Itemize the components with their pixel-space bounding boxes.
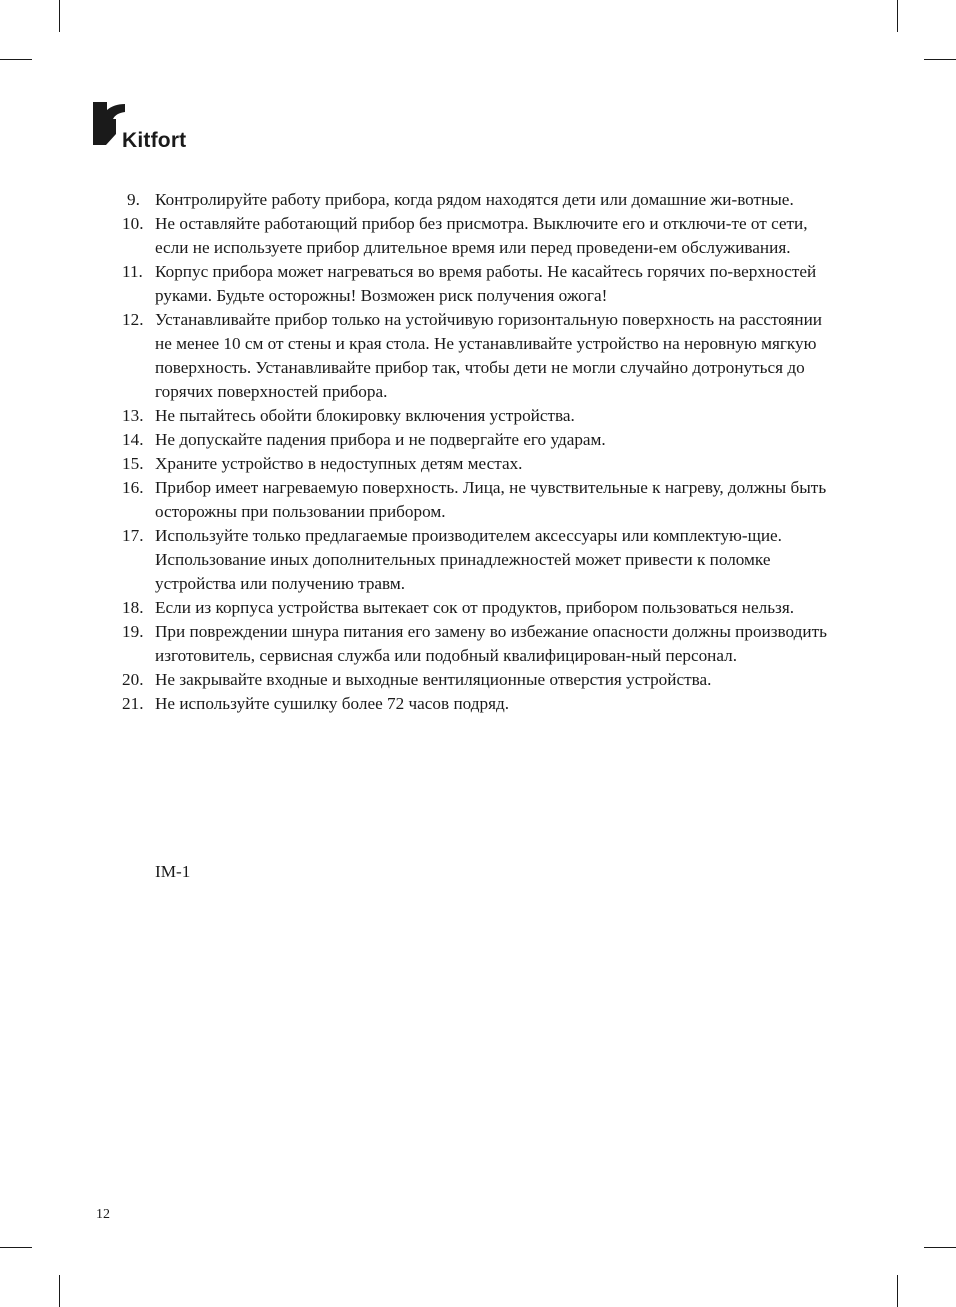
list-item-number: 10. xyxy=(122,214,144,233)
list-item-text: Корпус прибора может нагреваться во время работы. Не касайтесь горячих по-верхностей руками. Будьте осторожны! Возможен риск получения ожога! xyxy=(155,262,817,305)
crop-mark-top-left xyxy=(59,0,60,32)
brand-name: Kitfort xyxy=(122,129,187,152)
list-item-text: Не закрывайте входные и выходные вентиляционные отверстия устройства. xyxy=(155,670,712,689)
list-item-text: Храните устройство в недоступных детям местах. xyxy=(155,454,523,473)
list-item-text: Контролируйте работу прибора, когда рядом находятся дети или домашние жи-вотные. xyxy=(155,190,794,209)
list-item-text: Не допускайте падения прибора и не подвергайте его ударам. xyxy=(155,430,606,449)
list-item-number: 19. xyxy=(122,622,144,641)
list-item xyxy=(122,212,842,260)
list-item-number: 17. xyxy=(122,526,144,545)
list-item-number: 11. xyxy=(122,262,143,281)
list-item xyxy=(122,668,842,692)
list-item xyxy=(122,692,842,716)
crop-mark-top-left-h xyxy=(0,59,32,60)
list-item-text: Если из корпуса устройства вытекает сок от продуктов, прибором пользоваться нельзя. xyxy=(155,598,795,617)
list-item-number: 20. xyxy=(122,670,144,689)
list-item-text: Не оставляйте работающий прибор без присмотра. Выключите его и отключи-те от сети, если не используете прибор длительное время или перед проведени-ем обслуживания. xyxy=(155,214,808,257)
list-item-number: 9. xyxy=(127,190,140,209)
list-item xyxy=(122,188,842,212)
list-item-number: 16. xyxy=(122,478,144,497)
list-item-text: При повреждении шнура питания его замену во избежание опасности должны производить изготовитель, сервисная служба или подобный квалифицирован-ный персонал. xyxy=(155,622,827,665)
list-item-text: Не пытайтесь обойти блокировку включения устройства. xyxy=(155,406,575,425)
list-item-number: 15. xyxy=(122,454,144,473)
list-item xyxy=(122,452,842,476)
crop-mark-bottom-right xyxy=(897,1275,898,1307)
list-item-number: 12. xyxy=(122,310,144,329)
list-item xyxy=(122,524,842,596)
list-item-text: Устанавливайте прибор только на устойчивую горизонтальную поверхность на расстоянии не менее 10 см от стены и края стола. Не устанавливайте устройство на неровную мягкую поверхность. Устанавливайте прибор так, чтобы дети не могли случайно дотронуться до горячих поверхностей прибора. xyxy=(155,310,823,401)
list-item xyxy=(122,428,842,452)
list-item-text: Не используйте сушилку более 72 часов подряд. xyxy=(155,694,510,713)
list-item-number: 21. xyxy=(122,694,144,713)
list-item-number: 14. xyxy=(122,430,144,449)
list-item xyxy=(122,260,842,308)
list-item xyxy=(122,404,842,428)
list-item-number: 13. xyxy=(122,406,144,425)
list-item xyxy=(122,596,842,620)
model-code: IM-1 xyxy=(155,862,191,881)
list-item xyxy=(122,620,842,668)
crop-mark-bottom-left-h xyxy=(0,1247,32,1248)
list-item-number: 18. xyxy=(122,598,144,617)
page-number: 12 xyxy=(96,1207,110,1222)
list-item xyxy=(122,308,842,404)
crop-mark-bottom-left xyxy=(59,1275,60,1307)
list-item-text: Используйте только предлагаемые производителем аксессуары или комплектую-щие. Использование иных дополнительных принадлежностей может привести к поломке устройства или получению травм. xyxy=(155,526,782,593)
list-item-text: Прибор имеет нагреваемую поверхность. Лица, не чувствительные к нагреву, должны быть осторожны при пользовании прибором. xyxy=(155,478,827,521)
crop-mark-top-right xyxy=(897,0,898,32)
crop-mark-top-right-h xyxy=(924,59,956,60)
safety-instructions-list xyxy=(122,188,842,716)
crop-mark-bottom-right-h xyxy=(924,1247,956,1248)
kitfort-logo xyxy=(92,101,212,157)
list-item xyxy=(122,476,842,524)
